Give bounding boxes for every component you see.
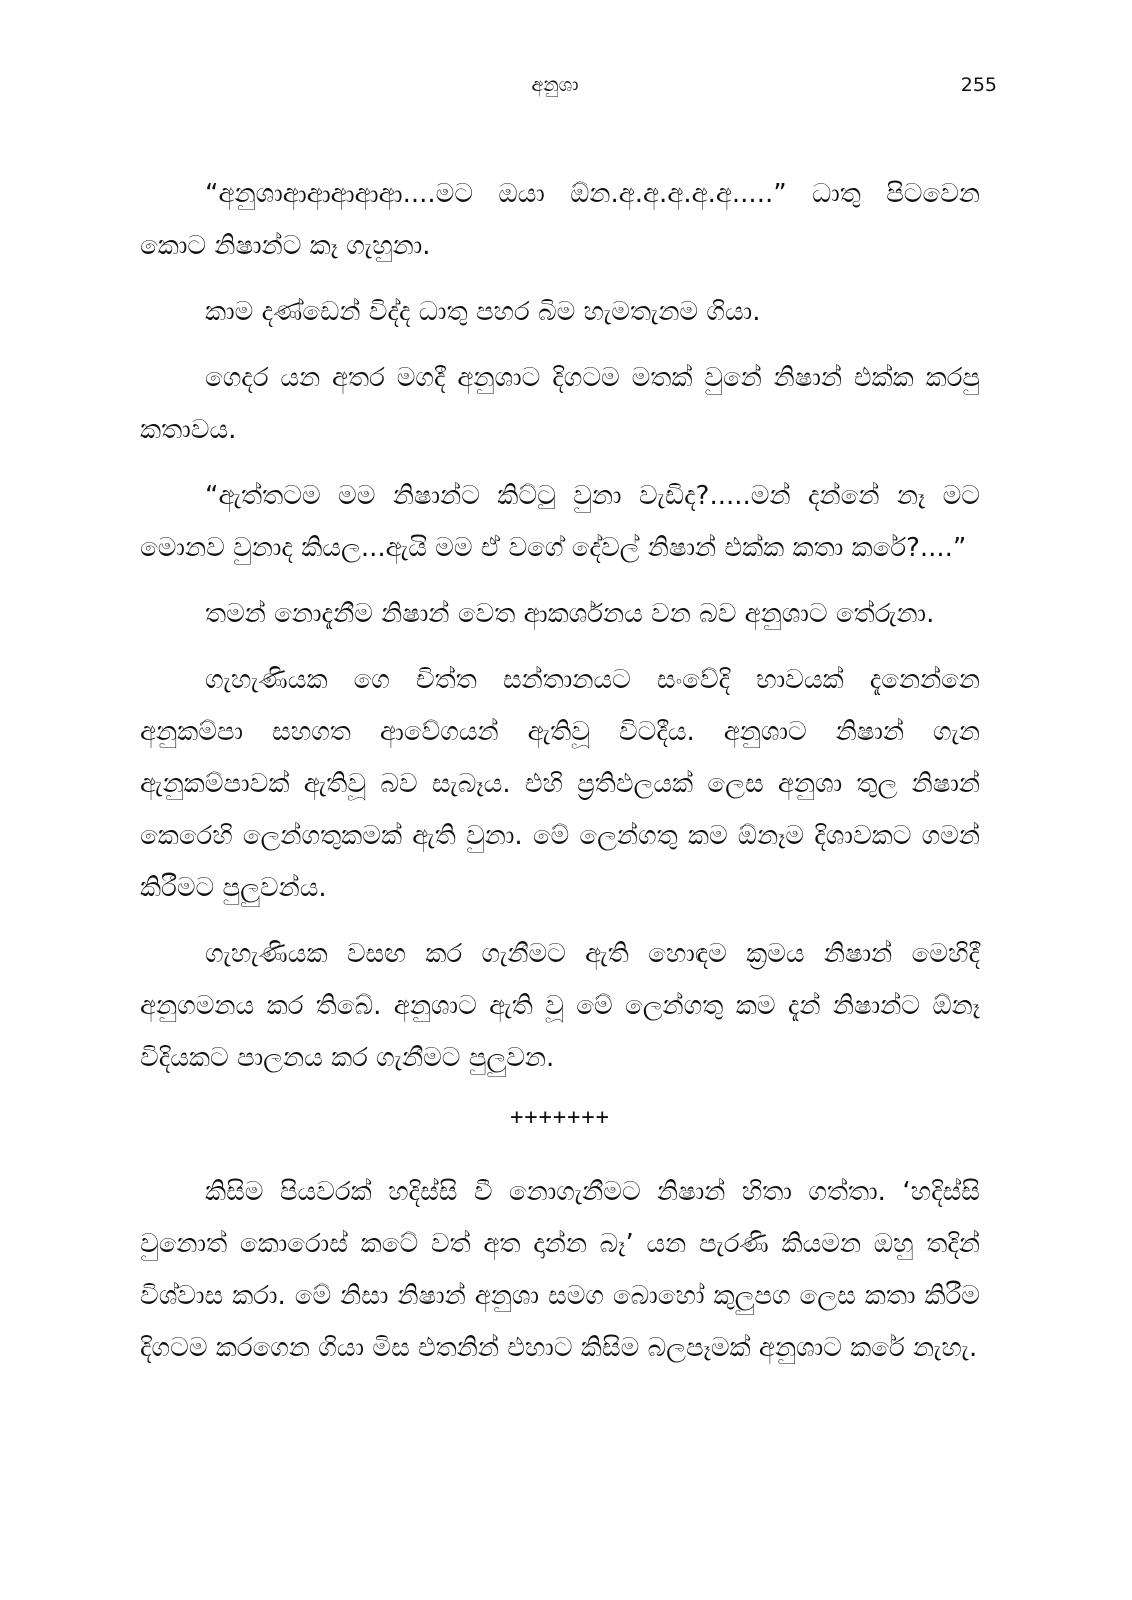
running-title: අනුශා: [531, 74, 579, 96]
paragraph: ගෙදර යන අතර මගදී අනුශාට දිගටම මතක් වුනේ නිෂාන් එක්ක කරපු කතාවය.: [140, 363, 980, 445]
paragraph: කිසිම පියවරක් හදිස්සි වී නොගැනීමට නිෂාන් හිතා ගත්තා. ‘හදිස්සි වුනොත් කොරොස් කටේ වත් අත දාන්න බෑ’ යන පැරණි කියමන ඔහු තදින් විශ්වාස කරා. මේ නිසා නිෂාන් අනුශා සමග බොහෝ කුලුපග ලෙස කතා කිරීම දිගටම කරගෙන ගියා මිස එතනින් එහාට කිසිම බලපෑමක් අනුශාට කරේ නැහැ.: [140, 1177, 980, 1363]
paragraph: “අනුශාආආආආආ....මට ඔයා ඕන.අ.අ.අ.අ.අ.....” ධාතු පිටවෙන කොට නිෂාන්ට කෑ ගැහුනා.: [140, 179, 980, 261]
paragraph: “ඇත්තටම මම නිෂාන්ට කිට්ටු වුනා වැඩිද?.....මන් දන්නේ නෑ මට මොනව වුනාද කියල...ඇයි මම ඒ වගේ දේවල් නිෂාන් එක්ක කතා කරේ?....”: [140, 481, 980, 563]
page-number: 255: [960, 74, 997, 96]
running-header: [0, 68, 1132, 102]
body-text: [140, 168, 980, 1388]
paragraph: ගැහැණියක ගෙ චිත්ත සන්තානයට සංවේදි භාවයක් දැනෙන්නෙ අනුකම්පා සහගත ආවේගයන් ඇතිවූ විටදීය. අනුශාට නිෂාන් ගැන ඇනුකම්පාවක් ඇතිවූ බව සැබෑය. එහි ප්‍රතිඵලයක් ලෙස අනුශා තුල නිෂාන් කෙරෙහි ලෙන්ගතුකමක් ඇති වුනා. මේ ලෙන්ගතු කම ඕනෑම දිශාවකට ගමන් කිරීමට පුලුවන්ය.: [140, 665, 980, 903]
paragraph: ගැහැණියක වසඟ කර ගැනීමට ඇති හොඳම ක්‍රමය නිෂාන් මෙහිදී අනුගමනය කර තිබේ. අනුශාට ඇති වූ මේ ලෙන්ගතු කම දැන් නිෂාන්ට ඕනෑ විදියකට පාලනය කර ගැනීමට පුලුවන.: [140, 939, 980, 1073]
scene-break: +++++++: [510, 1105, 610, 1130]
paragraph: තමන් නොදැනීම නිෂාන් වෙත ආකර්ශනය වන බව අනුශාට තේරුනා.: [205, 599, 935, 629]
paragraph: කාම දණ්ඩෙන් විද්ද ධාතු පහර බිම හැමතැනම ගියා.: [205, 297, 761, 327]
